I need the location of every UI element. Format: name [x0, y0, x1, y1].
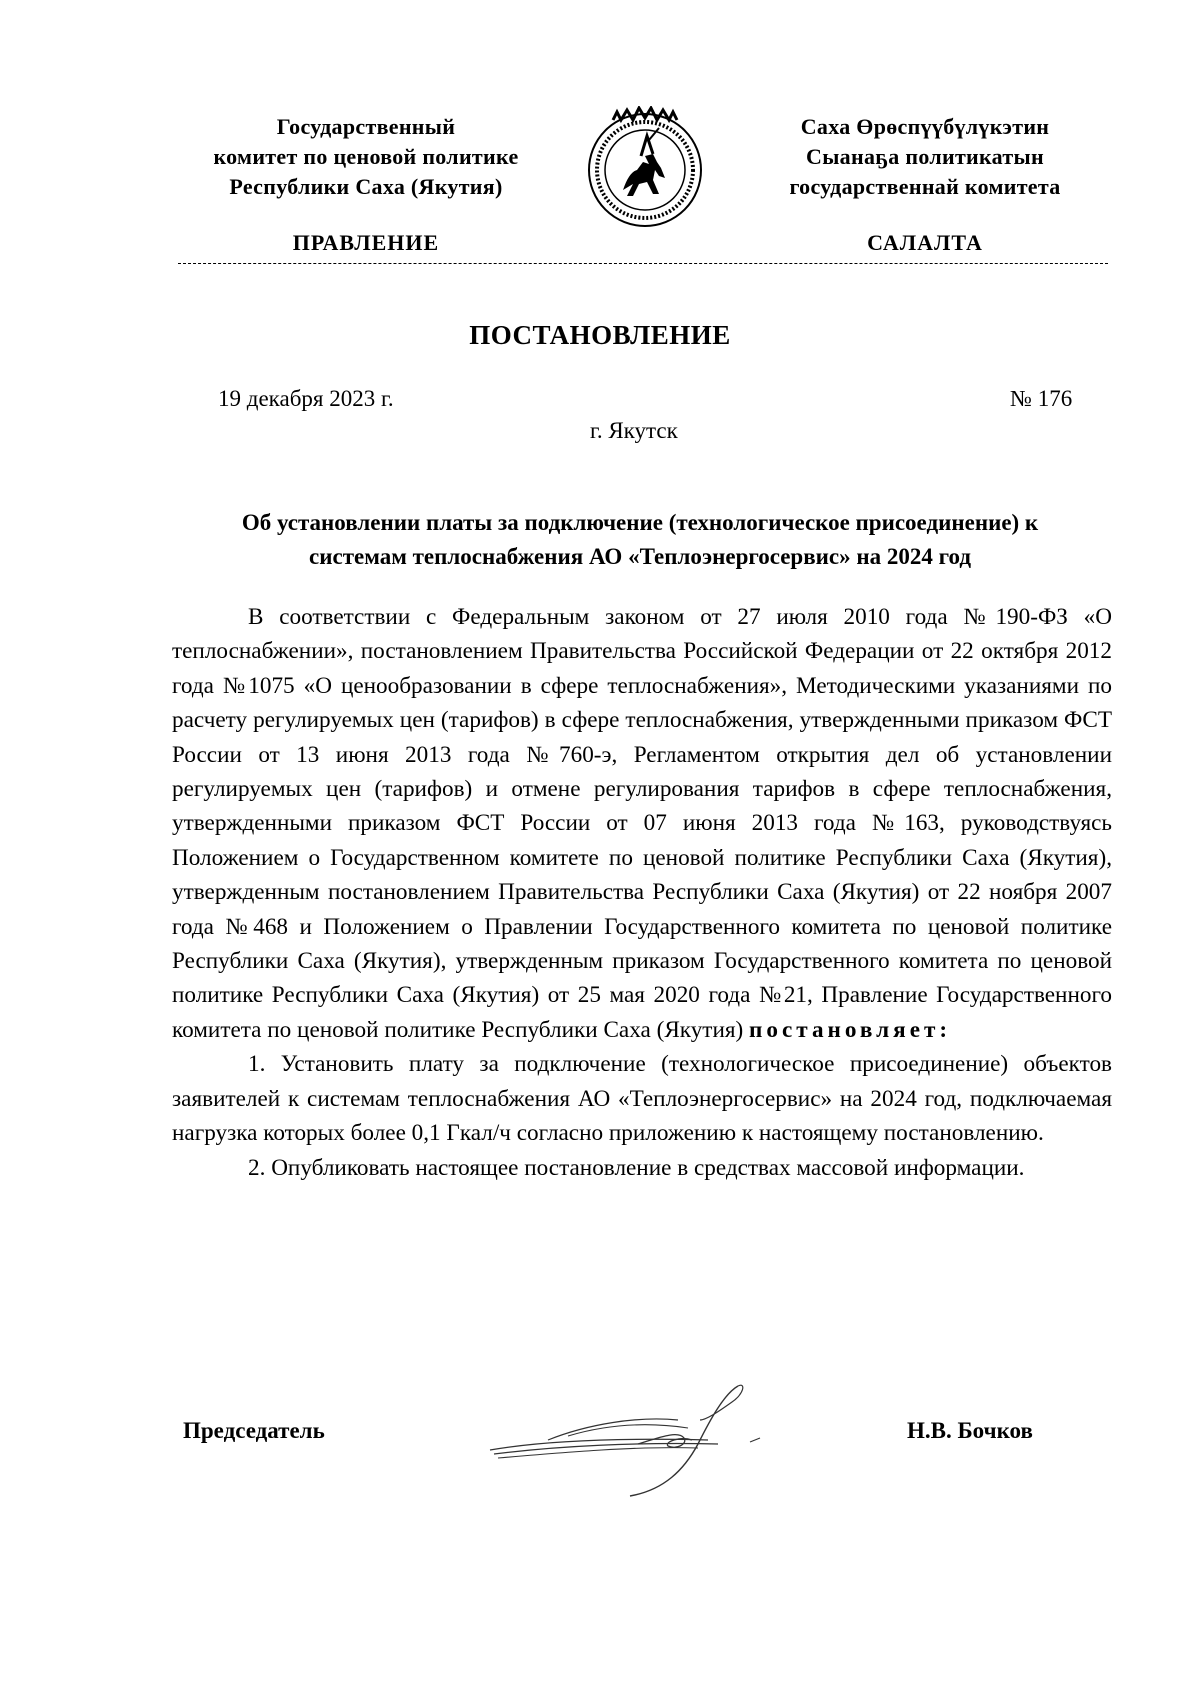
document-body — [172, 600, 1112, 1185]
subject-line: системам теплоснабжения АО «Теплоэнергосервис» на 2024 год — [309, 544, 971, 569]
document-date: 19 декабря 2023 г. — [218, 386, 394, 411]
signatory-name: Н.В. Бочков — [907, 1418, 1033, 1443]
document-subject — [170, 506, 1110, 574]
header-right-line: Саха Өрөспүүбүлүкэтин — [800, 114, 1050, 139]
document-number: № 176 — [1010, 386, 1073, 411]
header-right-line: государственнай комитета — [789, 174, 1061, 199]
header-left-line: Республики Саха (Якутия) — [229, 174, 503, 199]
document-title: ПОСТАНОВЛЕНИЕ — [469, 320, 731, 350]
header-left-line: комитет по ценовой политике — [213, 144, 519, 169]
board-label-right: САЛАЛТА — [867, 230, 983, 255]
document-city: г. Якутск — [590, 418, 678, 443]
resolves-keyword: постановляет: — [749, 1016, 952, 1043]
subject-line: Об установлении платы за подключение (технологическое присоединение) к — [241, 510, 1039, 535]
preamble-paragraph — [172, 600, 1112, 1047]
board-label-left: ПРАВЛЕНИЕ — [292, 230, 440, 255]
header-left-line: Государственный — [276, 114, 456, 139]
preamble-text: В соответствии с Федеральным законом от 27 июля 2010 года №190-ФЗ «О теплоснабжении», постановлением Правительства Российской Федерации от 22 октября 2012 года №1075 «О ценообразовании в сфере теплоснабжения», Методическими указаниями по расчету регулируемых цен (тарифов) в сфере теплоснабжения, утвержденными приказом ФСТ России от 13 июня 2013 года №760-э, Регламентом открытия дел об установлении регулируемых цен (тарифов) и отмене регулирования тарифов в сфере теплоснабжения, утвержденными приказом ФСТ России от 07 июня 2013 года №163, руководствуясь Положением о Государственном комитете по ценовой политике Республики Саха (Якутия), утвержденным постановлением Правительства Республики Саха (Якутия) от 22 ноября 2007 года №468 и Положением о Правлении Государственного комитета по ценовой политике Республики Саха (Якутия), утвержденным приказом Государственного комитета по ценовой политике Республики Саха (Якутия) от 25 мая 2020 года №21, Правление Государственного комитета по ценовой политике Республики Саха (Якутия) — [172, 604, 1112, 1043]
header-left-org — [170, 112, 562, 202]
signatory-role: Председатель — [183, 1418, 325, 1443]
header-right-line: Сыанаҕа политикатын — [806, 144, 1044, 169]
handwritten-signature-icon — [488, 1380, 788, 1500]
item-1-paragraph: 1. Установить плату за подключение (технологическое присоединение) объектов заявителей к системам теплоснабжения АО «Теплоэнергосервис» на 2024 год, подключаемая нагрузка которых более 0,1 Гкал/ч согласно приложению к настоящему постановлению. — [172, 1051, 1112, 1147]
republic-emblem-icon — [583, 106, 707, 230]
header-right-org — [740, 112, 1110, 202]
item-2-paragraph: 2. Опубликовать настоящее постановление в средствах массовой информации. — [248, 1154, 1025, 1181]
header-divider — [178, 263, 1108, 264]
